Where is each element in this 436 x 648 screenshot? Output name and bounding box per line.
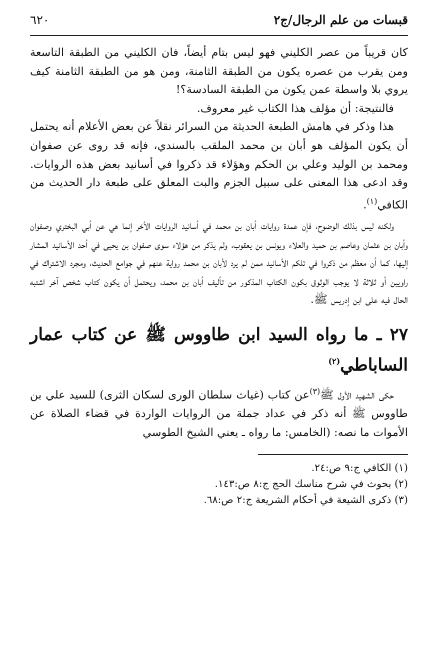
paragraph-1: كان قريباً من عصر الكليني فهو ليس بتام أيضاً، فان الكليني من الطبقة التاسعة ومن يقرب من عصره يكون من الطبقة الثامنة، ومن هو من الطبقة الثامنة كيف يروي بلا واسطة عمن يكون من الطبقة السادسة؟! bbox=[30, 46, 408, 97]
section-heading-text: ٢٧ ـ ما رواه السيد ابن طاووس ﷺ عن كتاب عمار الساباطي bbox=[30, 325, 408, 376]
page-body bbox=[30, 44, 408, 442]
paragraph-3-text: هذا وذكر في هامش الطبعة الحديثة من السرائر نقلاً عن بعض الأعلام أنه يحتمل أن يكون المؤلف هو أبان بن محمد الملقب بالسندي، فإنه قد روى عن صفوان ومحمد بن الوليد وعلي بن الحكم وهؤلاء قد ذكروا في أسانيد بعض هذه الروايات. وقد ادعى هذا المعنى على سبيل الجزم والبت المعلق على طبعة دار الحديث من الكافي bbox=[30, 120, 408, 212]
paragraph-conclusion: فالنتيجة: أن مؤلف هذا الكتاب غير معروف. bbox=[196, 101, 394, 115]
paragraph-4: ولكنه ليس بذلك الوضوح، فإن عمدة روايات أبان بن محمد في أسانيد الروايات الأخر إنما هي عن أبي البختري وصفوان وأبان بن عثمان وعاصم بن حميد والعلاء ويونس بن يعقوب، ولم يذكر من هؤلاء سوى صفوان بن يحيى في أحد الأسانيد المشار إليها، كما أن معظم من ذكروا في تلكم الأسانيد ممن لم يرد لأبان بن محمد رواية عنهم في جوامع الحديث، ومجرد الاشتراك في راويين أو ثلاثة لا يوجب الوثوق بكون الكتاب المذكور من تأليف أبان بن محمد، ويحتمل أن يكون كتاب شخص آخر اشتبه الحال فيه على ابن إدريس ﷺ. bbox=[30, 219, 408, 307]
book-title: قبسات من علم الرجال/ج٢ bbox=[273, 13, 408, 27]
footnotes bbox=[30, 461, 408, 509]
footnote-rule bbox=[258, 454, 408, 455]
paragraph-5-rest: عن كتاب (غياث سلطان الورى لسكان الثرى) للسيد علي بن طاووس ﷺ أنه ذكر في عداد جملة من الروايات الواردة في قضاء الصلاة عن الأموات ما نصه: (الخامس: ما رواه ـ يعني الشيخ الطوسي bbox=[30, 388, 408, 439]
page-number: ٦٢٠ bbox=[30, 13, 50, 27]
footnote-3: (٣) ذكرى الشيعة في أحكام الشريعة ج:٢ ص:٦٨. bbox=[203, 495, 408, 507]
footnote-ref-1: (١) bbox=[366, 196, 378, 206]
footnote-2: (٢) بحوث في شرح مناسك الحج ج:٨ ص:١٤٣. bbox=[214, 479, 408, 491]
running-header bbox=[30, 0, 408, 33]
paragraph-5 bbox=[30, 383, 408, 443]
paragraph-5-start: حكى الشهيد الأول ﷺ bbox=[320, 388, 394, 402]
footnote-ref-2: (٢) bbox=[328, 356, 341, 367]
footnote-ref-3: (٣) bbox=[309, 386, 321, 396]
paragraph-3: هذا وذكر في هامش الطبعة الحديثة من السرائر نقلاً عن بعض الأعلام أنه يحتمل أن يكون المؤلف هو أبان بن محمد الملقب بالسندي، فإنه قد روى عن صفوان ومحمد بن الوليد وعلي بن الحكم وهؤلاء قد ذكروا في أسانيد بعض هذه الروايات. وقد ادعى هذا المعنى على سبيل الجزم والبت المعلق على طبعة دار الحديث من الكافي$^{(١)}$. bbox=[30, 120, 408, 212]
header-rule bbox=[30, 35, 408, 36]
section-heading bbox=[30, 322, 408, 379]
footnote-1: (١) الكافي ج:٩ ص:٢٤. bbox=[311, 463, 408, 475]
